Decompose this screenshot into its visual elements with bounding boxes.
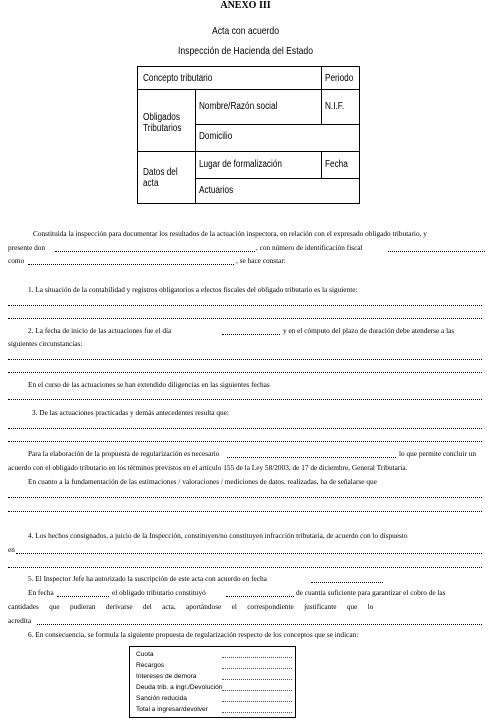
datos-label: Datos del acta	[143, 167, 178, 189]
section-2-start: 2. La fecha de inicio de las actuaciones fue el día	[28, 326, 172, 335]
fundamentacion-text: En cuanto a la fundamentación de las estimaciones / valoraciones / mediciones de datos. realizadas, ha de señalarse que	[28, 477, 377, 486]
intro-line-2-start: presente don	[8, 243, 46, 252]
section-3-text: 3. De las actuaciones practicadas y demás antecedentes resulta que:	[32, 408, 229, 417]
summary-row-label: Total a ingresar/devolver	[136, 706, 208, 713]
section-6-text: 6. En consecuencia, se formula la siguiente propuesta de regularización respecto de los conceptos que se indican:	[28, 630, 359, 639]
propuesta-end: lo que permite concluir un	[399, 449, 476, 458]
fecha-label: Fecha	[325, 159, 348, 170]
concepto-label: Concepto tributario	[143, 73, 213, 84]
section-5-fecha: En fecha	[28, 588, 54, 597]
propuesta-start: Para la elaboración de la propuesta de regularización es necesario	[28, 449, 220, 458]
intro-line-3-end: , se hace constar:	[236, 256, 286, 265]
section-1-text: 1. La situación de la contabilidad y registros obligatorios a efectos fiscales del obligado tributario es la siguiente:	[28, 285, 358, 294]
actuarios-label: Actuarios	[199, 185, 234, 196]
section-4-text: 4. Los hechos consignados, a juicio de la Inspección, constituyen/no constituyen infracción tributaria, de acuerdo con lo dispuesto	[28, 531, 408, 540]
intro-line-1: Constituida la inspección para documentar los resultados de la actuación inspectora, en relación con el expresado obligado tributario, y	[33, 229, 427, 238]
section-2-end: y en el cómputo del plazo de duración debe atenderse a las	[283, 326, 455, 335]
summary-row-label: Intereses de demora	[136, 673, 197, 680]
nif-label: N.I.F.	[325, 101, 345, 112]
regularization-table	[129, 646, 296, 718]
intro-line-2-mid: , con número de identificación fiscal	[256, 243, 363, 252]
section-5-garantizar: de cuantía suficiente para garantizar el cobro de las	[296, 588, 446, 597]
summary-row-label: Deuda trib. a ingr./Devolución	[136, 684, 223, 691]
section-5-constituyo: el obligado tributario constituyó	[112, 588, 206, 597]
summary-row-label: Cuota	[136, 651, 154, 658]
annex-heading: ANEXO III	[220, 0, 271, 11]
domicilio-label: Domicilio	[199, 131, 233, 142]
document-subtitle: Inspección de Hacienda del Estado	[178, 45, 313, 57]
curso-text: En el curso de las actuaciones se han extendido diligencias en las siguientes fechas	[28, 380, 270, 389]
header-table	[137, 66, 360, 204]
section-5-cantidades: cantidades que pudieran derivarse del acta, aportándose el correspondiente justificante que lo	[8, 602, 374, 611]
document-title: Acta con acuerdo	[211, 25, 280, 37]
lugar-label: Lugar de formalización	[199, 159, 282, 170]
section-2-line-2: siguientes circunstancias:	[8, 339, 83, 348]
obligados-label: Obligados Tributarios	[143, 112, 182, 134]
section-5-text: 5. El Inspector Jefe ha autorizado la suscripción de este acta con acuerdo en fecha	[28, 574, 267, 583]
periodo-label: Periodo	[325, 73, 354, 84]
intro-line-3-start: como	[8, 256, 25, 265]
section-5-acredita: acredita	[8, 616, 32, 625]
section-4-en: en	[8, 545, 15, 554]
summary-row-label: Sanción reducida	[136, 695, 187, 702]
acuerdo-text: acuerdo con el obligado tributario en los términos previstos en el artículo 155 de la Ley 58/2003, de 17 de diciembre, General Tributaria.	[8, 463, 408, 472]
summary-row-label: Recargos	[136, 662, 165, 669]
nombre-label: Nombre/Razón social	[199, 101, 278, 112]
